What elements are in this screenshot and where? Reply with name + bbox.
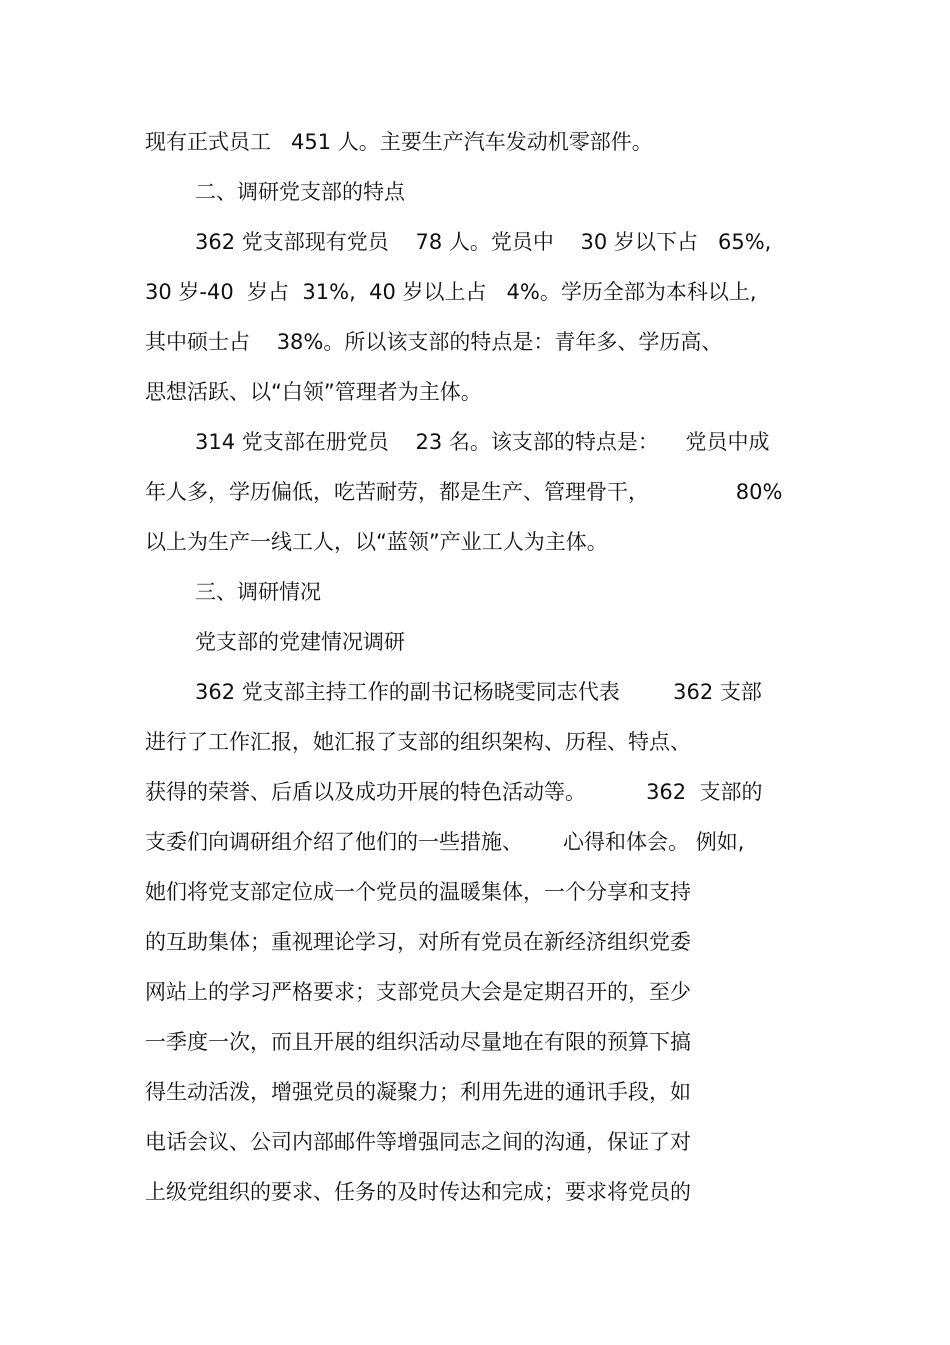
text-line-1: 现有正式员工 451 人。主要生产汽车发动机零部件。 — [145, 130, 653, 154]
section-heading-3: 三、调研情况 — [195, 580, 321, 604]
text-line-15: 支委们向调研组介绍了他们的一些措施、 心得和体会。 例如, — [145, 830, 745, 854]
text-line-6: 思想活跃、以“白领”管理者为主体。 — [145, 380, 482, 404]
text-line-16: 她们将党支部定位成一个党员的温暖集体，一个分享和支持 — [145, 880, 691, 904]
subsection-heading: 党支部的党建情况调研 — [195, 630, 405, 654]
text-line-21: 电话会议、公司内部邮件等增强同志之间的沟通，保证了对 — [145, 1130, 691, 1154]
text-line-5: 其中硕士占 38%。所以该支部的特点是：青年多、学历高、 — [145, 330, 723, 354]
text-line-4: 30 岁-40 岁占 31%, 40 岁以上占 4%。学历全部为本科以上, — [145, 280, 757, 304]
text-line-3: 362 党支部现有党员 78 人。党员中 30 岁以下占 65%, — [195, 230, 772, 254]
text-line-8: 年人多，学历偏低，吃苦耐劳，都是生产、管理骨干， 80% — [145, 480, 783, 504]
text-line-14: 获得的荣誉、后盾以及成功开展的特色活动等。 362 支部的 — [145, 780, 763, 804]
text-line-17: 的互助集体；重视理论学习，对所有党员在新经济组织党委 — [145, 930, 691, 954]
text-line-18: 网站上的学习严格要求；支部党员大会是定期召开的，至少 — [145, 980, 691, 1004]
section-heading-2: 二、调研党支部的特点 — [195, 180, 405, 204]
text-line-19: 一季度一次，而且开展的组织活动尽量地在有限的预算下搞 — [145, 1030, 691, 1054]
text-line-20: 得生动活泼，增强党员的凝聚力；利用先进的通讯手段，如 — [145, 1080, 691, 1104]
text-line-13: 进行了工作汇报，她汇报了支部的组织架构、历程、特点、 — [145, 730, 691, 754]
text-line-12: 362 党支部主持工作的副书记杨晓雯同志代表 362 支部 — [195, 680, 762, 704]
text-line-22: 上级党组织的要求、任务的及时传达和完成；要求将党员的 — [145, 1180, 691, 1204]
text-line-7: 314 党支部在册党员 23 名。该支部的特点是： 党员中成 — [195, 430, 770, 454]
text-line-9: 以上为生产一线工人，以“蓝领”产业工人为主体。 — [145, 530, 608, 554]
